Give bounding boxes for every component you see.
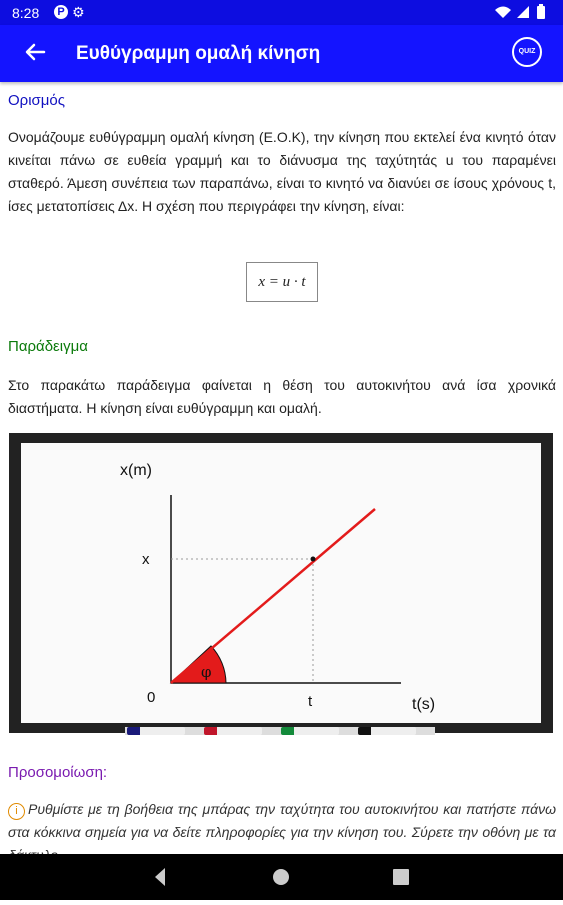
simulation-heading: Προσομοίωση: (8, 764, 108, 781)
battery-icon (537, 4, 545, 19)
example-heading: Παράδειγμα (8, 338, 88, 355)
x-tick-label: x (142, 551, 150, 568)
nav-recents-icon (393, 869, 409, 885)
quiz-button[interactable]: QUIZ (512, 37, 542, 67)
content-area[interactable] (0, 82, 563, 854)
blue-marker (127, 727, 185, 735)
angle-label: φ (201, 663, 212, 681)
definition-heading: Ορισμός (8, 92, 66, 109)
parking-icon: P (54, 5, 68, 19)
page-title: Ευθύγραμμη ομαλή κίνηση (76, 43, 321, 64)
formula-box: x = u · t (246, 262, 318, 302)
wifi-icon (495, 7, 511, 19)
app-bar (0, 25, 563, 82)
red-marker (204, 727, 262, 735)
definition-text: Ονομάζουμε ευθύγραμμη ομαλή κίνηση (Ε.Ο.Κ), την κίνηση που εκτελεί ένα κινητό όταν κινείται πάνω σε ευθεία γραμμή και το διάνυσμα της ταχύτητάς u του παραμένει σταθερό. Άμεση συνέπεια των παραπάνω, είναι το κινητό να διανύει σε ίσους χρόνους t, ίσες μετατοπίσεις Δx. Η σχέση που περιγράφει την κίνηση, είναι: (8, 129, 556, 214)
t-tick-label: t (308, 693, 313, 710)
settings-gear-icon: ⚙ (72, 4, 85, 20)
motion-line (171, 509, 375, 683)
signal-icon (517, 6, 529, 18)
x-axis-label: t(s) (412, 696, 436, 713)
navigation-bar (0, 854, 563, 900)
black-marker (358, 727, 416, 735)
status-bar (0, 0, 563, 25)
back-arrow-icon[interactable] (20, 37, 50, 67)
green-marker (281, 727, 339, 735)
whiteboard-frame (9, 433, 553, 733)
example-text: Στο παρακάτω παράδειγμα φαίνεται η θέση του αυτοκινήτου ανά ίσα χρονικά διαστήματα. Η κίνηση είναι ευθύγραμμη και ομαλή. (8, 377, 556, 416)
whiteboard-surface (21, 443, 541, 723)
nav-home-icon (273, 869, 289, 885)
info-icon: i (8, 803, 25, 820)
origin-label: 0 (147, 689, 156, 706)
status-icons (493, 4, 553, 25)
simulation-note-text: Ρυθμίστε με τη βοήθεια της μπάρας την ταχύτητα του αυτοκινήτου και πατήστε πάνω στα κόκκινα σημεία για να δείτε πληροφορίες για την κίνηση του. Σύρετε την οθόνη με τα (8, 801, 556, 840)
nav-back-icon (155, 868, 165, 886)
y-axis-label: x(m) (120, 462, 152, 479)
point-marker (311, 557, 316, 562)
status-time: 8:28 (12, 5, 40, 21)
